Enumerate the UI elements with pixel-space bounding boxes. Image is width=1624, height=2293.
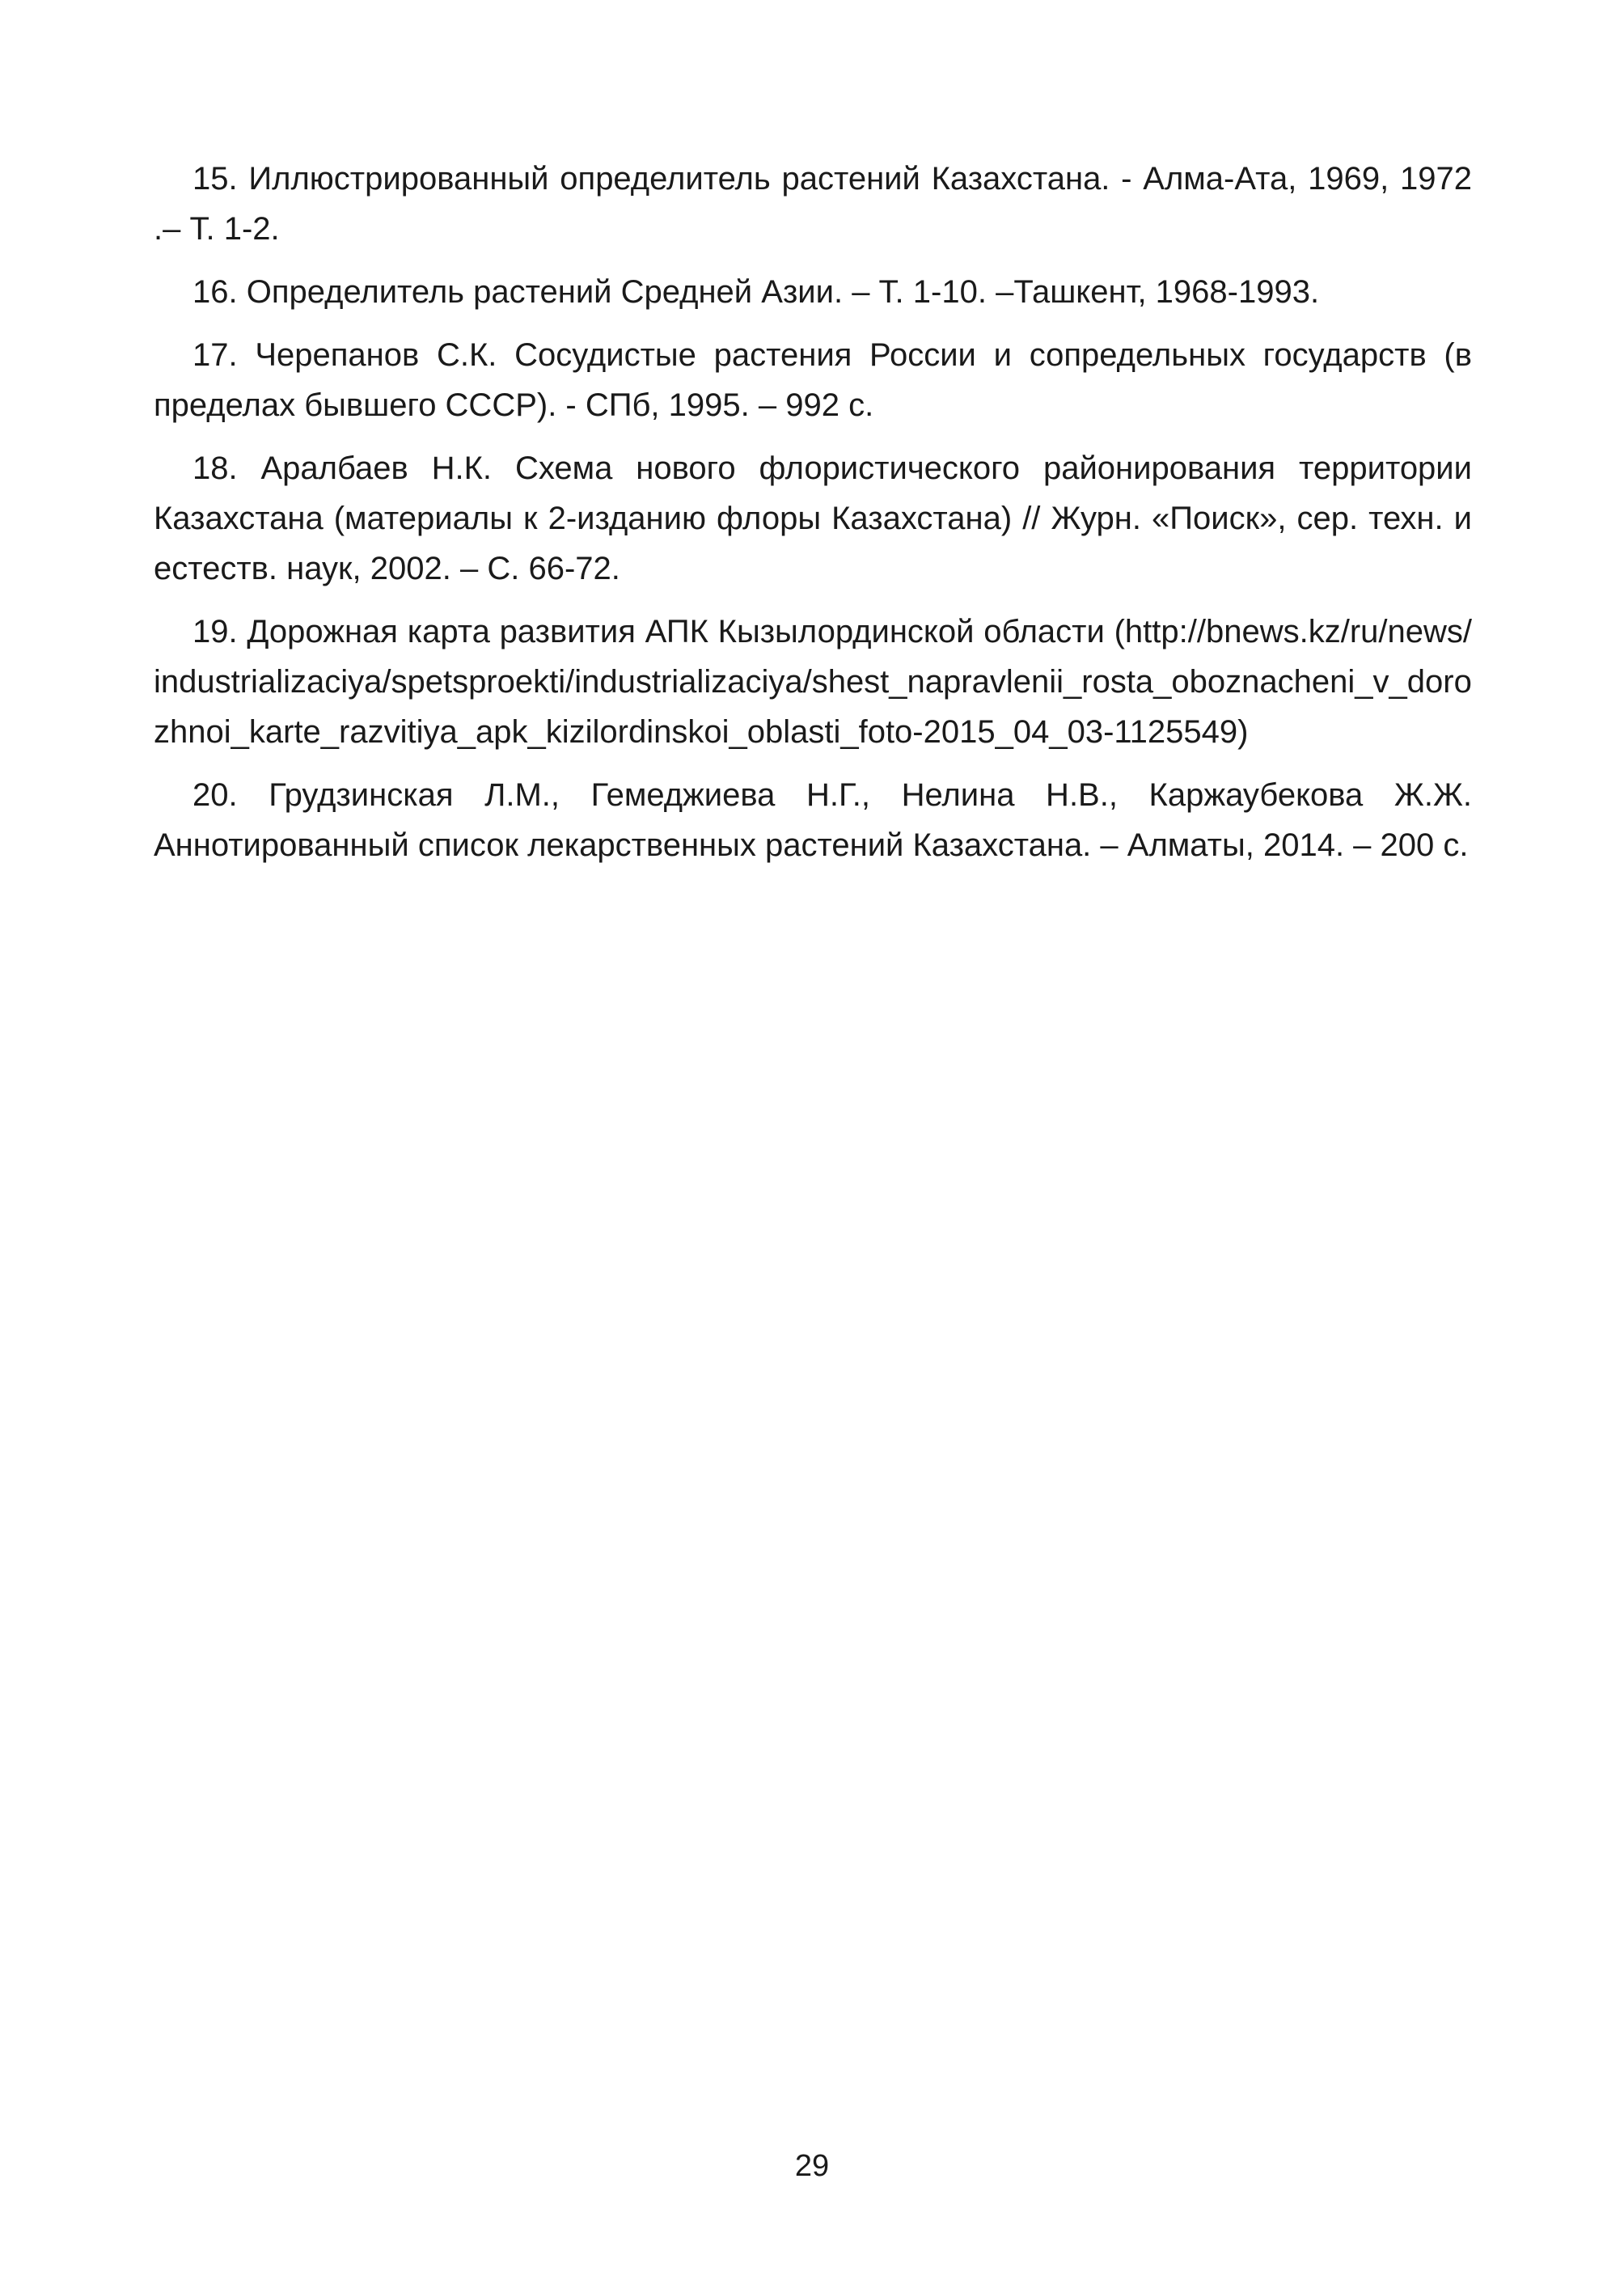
reference-item-16: 16. Определитель растений Средней Азии. – Т. 1-10. –Ташкент, 1968-1993.: [192, 274, 1320, 310]
reference-list: [154, 154, 1472, 883]
reference-item-15: 15. Иллюстрированный определитель растений Казахстана. - Алма-Ата, 1969, 1972 .– Т. 1-2.: [154, 161, 1472, 247]
page-number: 29: [794, 2149, 830, 2183]
reference-item-17: 17. Черепанов С.К. Сосудистые растения России и сопредельных государств (в пределах бывшего СССР). - СПб, 1995. – 992 с.: [154, 337, 1472, 423]
reference-item-20: 20. Грудзинская Л.М., Гемеджиева Н.Г., Нелина Н.В., Каржаубекова Ж.Ж. Аннотированный список лекарственных растений Казахстана. – Алматы, 2014. – 200 с.: [154, 777, 1472, 863]
reference-item-19: 19. Дорожная карта развития АПК Кызылординской области (http://bnews.kz/ru/news/industrializaciya/spetsproekti/industrializaciya/shest_napravlenii_rosta_oboznacheni_v_dorozhnoi_karte_razvitiya_apk_kizilordinskoi_oblasti_foto-2015_04_03-1125549): [154, 614, 1472, 750]
reference-item-18: 18. Аралбаев Н.К. Схема нового флористического районирования территории Казахстана (материалы к 2-изданию флоры Казахстана) // Журн. «Поиск», сер. техн. и естеств. наук, 2002. – С. 66-72.: [154, 451, 1472, 586]
